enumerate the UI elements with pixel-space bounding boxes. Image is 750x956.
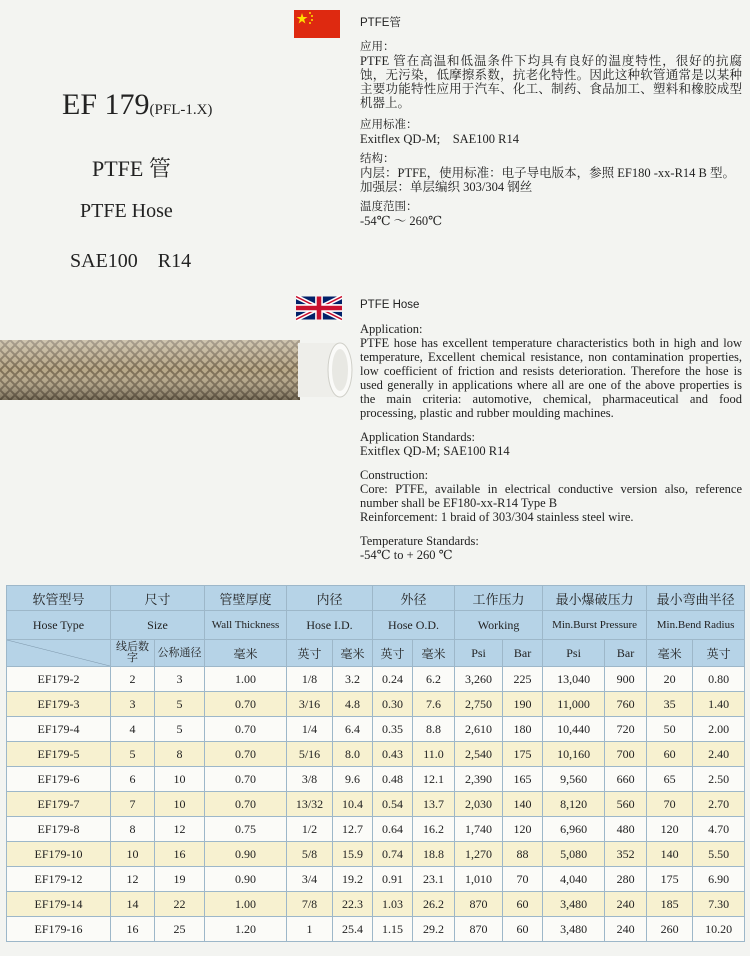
table-cell: EF179-3 (7, 692, 111, 717)
table-cell: 225 (503, 667, 543, 692)
th-unit-dash: 线后数字 (111, 640, 155, 667)
table-cell: 3,480 (543, 892, 605, 917)
cn-struct-label: 结构： (360, 153, 395, 165)
table-cell: 11,000 (543, 692, 605, 717)
th-cn-type: 软管型号 (7, 586, 111, 611)
table-cell: 3,260 (455, 667, 503, 692)
table-row (7, 767, 745, 792)
table-cell: 2.70 (693, 792, 745, 817)
th-unit-work-bar: Bar (503, 640, 543, 667)
en-cons-text2: Reinforcement: 1 braid of 303/304 stainless steel wire. (360, 510, 634, 524)
table-cell: 8 (155, 742, 205, 767)
en-cons-text1: Core: PTFE, available in electrical conductive version also, reference number shall be EF180-xx-R14 Type B (360, 482, 742, 510)
table-cell: 700 (605, 742, 647, 767)
table-row (7, 842, 745, 867)
table-cell: 13/32 (287, 792, 333, 817)
table-cell: 4.70 (693, 817, 745, 842)
table-cell: 5/16 (287, 742, 333, 767)
en-cons-label: Construction: (360, 468, 429, 482)
th-cn-burst: 最小爆破压力 (543, 586, 647, 611)
table-cell: 560 (605, 792, 647, 817)
en-temp-label: Temperature Standards: (360, 534, 479, 548)
table-cell: 0.74 (373, 842, 413, 867)
table-cell: 8.0 (333, 742, 373, 767)
table-cell: 2,030 (455, 792, 503, 817)
table-cell: 1.00 (205, 667, 287, 692)
table-cell: 1/2 (287, 817, 333, 842)
table-cell: 165 (503, 767, 543, 792)
table-cell: 0.90 (205, 867, 287, 892)
header-row-units (7, 640, 745, 667)
cn-std-text: Exitflex QD-M; SAE100 R14 (360, 132, 520, 146)
table-cell: 2,750 (455, 692, 503, 717)
table-cell: 13.7 (413, 792, 455, 817)
th-cn-bend: 最小弯曲半径 (647, 586, 745, 611)
th-unit-bend-mm: 毫米 (647, 640, 693, 667)
table-cell: 8 (111, 817, 155, 842)
spec-table (6, 585, 745, 942)
table-cell: 3 (111, 692, 155, 717)
table-cell: 4,040 (543, 867, 605, 892)
table-cell: EF179-16 (7, 917, 111, 942)
table-cell: 22 (155, 892, 205, 917)
table-cell: 2,610 (455, 717, 503, 742)
table-cell: 1.40 (693, 692, 745, 717)
table-row (7, 817, 745, 842)
table-cell: 4 (111, 717, 155, 742)
table-cell: 8.8 (413, 717, 455, 742)
th-diagonal (7, 640, 111, 667)
table-cell: 10,160 (543, 742, 605, 767)
table-cell: 0.48 (373, 767, 413, 792)
th-unit-od-mm: 毫米 (413, 640, 455, 667)
th-unit-burst-psi: Psi (543, 640, 605, 667)
th-cn-id: 内径 (287, 586, 373, 611)
table-cell: 6 (111, 767, 155, 792)
table-cell: EF179-6 (7, 767, 111, 792)
table-cell: 2 (111, 667, 155, 692)
cn-temp-text: -54℃ ～ 260℃ (360, 214, 443, 228)
table-cell: 10,440 (543, 717, 605, 742)
table-cell: 12 (111, 867, 155, 892)
table-cell: 16 (155, 842, 205, 867)
th-unit-burst-bar: Bar (605, 640, 647, 667)
table-cell: 2,390 (455, 767, 503, 792)
en-std-text: Exitflex QD-M; SAE100 R14 (360, 444, 510, 458)
table-cell: 19.2 (333, 867, 373, 892)
table-cell: 0.70 (205, 742, 287, 767)
table-cell: 5 (155, 692, 205, 717)
table-cell: 7 (111, 792, 155, 817)
table-cell: EF179-10 (7, 842, 111, 867)
th-unit-nominal: 公称通径 (155, 640, 205, 667)
table-cell: 0.24 (373, 667, 413, 692)
table-cell: 7/8 (287, 892, 333, 917)
th-en-wall: Wall Thickness (205, 611, 287, 640)
table-cell: 65 (647, 767, 693, 792)
table-cell: 1.20 (205, 917, 287, 942)
table-cell: 5/8 (287, 842, 333, 867)
table-cell: 240 (605, 892, 647, 917)
table-cell: 870 (455, 892, 503, 917)
table-cell: 25.4 (333, 917, 373, 942)
table-cell: 240 (605, 917, 647, 942)
table-cell: 13,040 (543, 667, 605, 692)
table-cell: 140 (647, 842, 693, 867)
table-cell: 3.2 (333, 667, 373, 692)
table-cell: 280 (605, 867, 647, 892)
table-cell: 12 (155, 817, 205, 842)
table-cell: 900 (605, 667, 647, 692)
cn-app-label: 应用： (360, 41, 395, 53)
table-row (7, 667, 745, 692)
th-cn-wall: 管壁厚度 (205, 586, 287, 611)
table-cell: EF179-8 (7, 817, 111, 842)
table-cell: 23.1 (413, 867, 455, 892)
table-cell: 0.54 (373, 792, 413, 817)
table-cell: 25 (155, 917, 205, 942)
th-unit-work-psi: Psi (455, 640, 503, 667)
table-cell: 2.50 (693, 767, 745, 792)
table-cell: 60 (503, 917, 543, 942)
table-cell: 9,560 (543, 767, 605, 792)
cn-std-label: 应用标准： (360, 119, 418, 131)
table-cell: 1.15 (373, 917, 413, 942)
table-cell: 16.2 (413, 817, 455, 842)
th-cn-od: 外径 (373, 586, 455, 611)
spec-table-body (7, 667, 745, 942)
cn-temp-label: 温度范围： (360, 201, 418, 213)
table-cell: 10 (155, 767, 205, 792)
table-cell: 70 (647, 792, 693, 817)
th-en-od: Hose O.D. (373, 611, 455, 640)
table-cell: 175 (647, 867, 693, 892)
table-cell: 1 (287, 917, 333, 942)
table-row (7, 717, 745, 742)
table-cell: 1,270 (455, 842, 503, 867)
cn-struct-text1: 内层：PTFE，使用标准：电子导电版本，参照 EF180 -xx-R14 B 型。 (360, 166, 736, 180)
table-cell: 10 (155, 792, 205, 817)
table-cell: 190 (503, 692, 543, 717)
table-cell: 180 (503, 717, 543, 742)
table-cell: 2.40 (693, 742, 745, 767)
th-unit-od-in: 英寸 (373, 640, 413, 667)
table-cell: 50 (647, 717, 693, 742)
table-cell: 175 (503, 742, 543, 767)
table-cell: 1.00 (205, 892, 287, 917)
cn-struct-text2: 加强层：单层编织 303/304 钢丝 (360, 180, 533, 194)
uk-flag-icon (296, 294, 342, 322)
table-cell: EF179-14 (7, 892, 111, 917)
table-cell: 60 (647, 742, 693, 767)
table-cell: 11.0 (413, 742, 455, 767)
table-row (7, 692, 745, 717)
table-cell: 0.35 (373, 717, 413, 742)
table-row (7, 792, 745, 817)
en-std-label: Application Standards: (360, 430, 475, 444)
product-standard: SAE100 R14 (70, 250, 192, 272)
table-cell: 0.70 (205, 792, 287, 817)
table-cell: 6.90 (693, 867, 745, 892)
table-cell: 9.6 (333, 767, 373, 792)
table-cell: 22.3 (333, 892, 373, 917)
table-cell: 660 (605, 767, 647, 792)
table-cell: 60 (503, 892, 543, 917)
en-app-text: PTFE hose has excellent temperature characteristics both in high and low temperature, Excellent chemical resistance, non contamination properties, low coefficient of friction and resists deterioration. Therefore the hose is used generally in applications where all are one of the above properties is the main criteria: automotive, chemical, pharmaceutical and food processing, plastic and rubber moulding machines. (360, 336, 742, 420)
table-cell: 10.20 (693, 917, 745, 942)
model-title: EF 179(PFL-1.X) (62, 88, 213, 121)
header-row-en (7, 611, 745, 640)
table-cell: 1,740 (455, 817, 503, 842)
th-en-burst: Min.Burst Pressure (543, 611, 647, 640)
table-cell: 14 (111, 892, 155, 917)
table-cell: 0.75 (205, 817, 287, 842)
table-cell: EF179-12 (7, 867, 111, 892)
table-cell: 0.30 (373, 692, 413, 717)
cn-heading: PTFE管 (360, 17, 401, 29)
table-cell: 5,080 (543, 842, 605, 867)
table-cell: 26.2 (413, 892, 455, 917)
table-cell: 5 (111, 742, 155, 767)
th-unit-bend-in: 英寸 (693, 640, 745, 667)
product-name-cn: PTFE 管 (92, 156, 171, 181)
table-cell: EF179-5 (7, 742, 111, 767)
table-cell: 120 (503, 817, 543, 842)
th-en-id: Hose I.D. (287, 611, 373, 640)
table-cell: 0.70 (205, 692, 287, 717)
cn-app-text: PTFE 管在高温和低温条件下均具有良好的温度特性，很好的抗腐蚀，无污染，低摩擦系数，抗老化特性。因此这种软管通常是以某种主要功能特性应用于汽车、化工、制药、食品加工、塑料和橡胶成型机器上。 (360, 54, 742, 110)
table-cell: 1/8 (287, 667, 333, 692)
th-en-size: Size (111, 611, 205, 640)
table-row (7, 892, 745, 917)
table-cell: 7.30 (693, 892, 745, 917)
table-cell: 185 (647, 892, 693, 917)
hose-image (0, 330, 355, 410)
table-cell: 0.43 (373, 742, 413, 767)
table-cell: 35 (647, 692, 693, 717)
table-cell: 12.7 (333, 817, 373, 842)
table-row (7, 867, 745, 892)
table-cell: 5.50 (693, 842, 745, 867)
table-cell: 0.80 (693, 667, 745, 692)
table-cell: 20 (647, 667, 693, 692)
table-cell: EF179-7 (7, 792, 111, 817)
table-cell: 10 (111, 842, 155, 867)
table-cell: 0.70 (205, 717, 287, 742)
table-cell: 10.4 (333, 792, 373, 817)
table-cell: 1/4 (287, 717, 333, 742)
en-section (360, 298, 742, 562)
table-cell: 3/8 (287, 767, 333, 792)
th-unit-id-mm: 毫米 (333, 640, 373, 667)
table-cell: 16 (111, 917, 155, 942)
table-cell: 6.2 (413, 667, 455, 692)
table-cell: 3/4 (287, 867, 333, 892)
th-unit-wall-mm: 毫米 (205, 640, 287, 667)
table-cell: 1.03 (373, 892, 413, 917)
table-cell: EF179-4 (7, 717, 111, 742)
table-cell: 1,010 (455, 867, 503, 892)
table-cell: 7.6 (413, 692, 455, 717)
th-en-working: Working (455, 611, 543, 640)
table-cell: 6,960 (543, 817, 605, 842)
table-cell: 70 (503, 867, 543, 892)
china-flag-icon (294, 10, 340, 38)
table-cell: 2,540 (455, 742, 503, 767)
table-cell: EF179-2 (7, 667, 111, 692)
table-cell: 12.1 (413, 767, 455, 792)
th-cn-size: 尺寸 (111, 586, 205, 611)
table-cell: 870 (455, 917, 503, 942)
table-cell: 88 (503, 842, 543, 867)
table-cell: 0.70 (205, 767, 287, 792)
table-cell: 3,480 (543, 917, 605, 942)
table-cell: 29.2 (413, 917, 455, 942)
table-row (7, 742, 745, 767)
th-unit-id-in: 英寸 (287, 640, 333, 667)
table-cell: 0.90 (205, 842, 287, 867)
table-cell: 352 (605, 842, 647, 867)
product-name-en: PTFE Hose (80, 200, 173, 222)
th-cn-working: 工作压力 (455, 586, 543, 611)
table-cell: 2.00 (693, 717, 745, 742)
table-cell: 8,120 (543, 792, 605, 817)
table-cell: 120 (647, 817, 693, 842)
table-cell: 18.8 (413, 842, 455, 867)
table-cell: 0.91 (373, 867, 413, 892)
table-cell: 5 (155, 717, 205, 742)
table-cell: 6.4 (333, 717, 373, 742)
table-cell: 3/16 (287, 692, 333, 717)
table-cell: 760 (605, 692, 647, 717)
table-cell: 260 (647, 917, 693, 942)
table-cell: 720 (605, 717, 647, 742)
table-cell: 480 (605, 817, 647, 842)
table-cell: 4.8 (333, 692, 373, 717)
th-en-type: Hose Type (7, 611, 111, 640)
table-cell: 19 (155, 867, 205, 892)
header-row-cn (7, 586, 745, 611)
diagonal-divider-icon (7, 640, 110, 666)
en-heading: PTFE Hose (360, 299, 420, 311)
en-app-label: Application: (360, 322, 423, 336)
en-temp-text: -54℃ to + 260 ℃ (360, 548, 453, 562)
table-row (7, 917, 745, 942)
th-en-bend: Min.Bend Radius (647, 611, 745, 640)
table-cell: 140 (503, 792, 543, 817)
table-cell: 3 (155, 667, 205, 692)
table-cell: 15.9 (333, 842, 373, 867)
table-cell: 0.64 (373, 817, 413, 842)
cn-section (360, 16, 742, 228)
